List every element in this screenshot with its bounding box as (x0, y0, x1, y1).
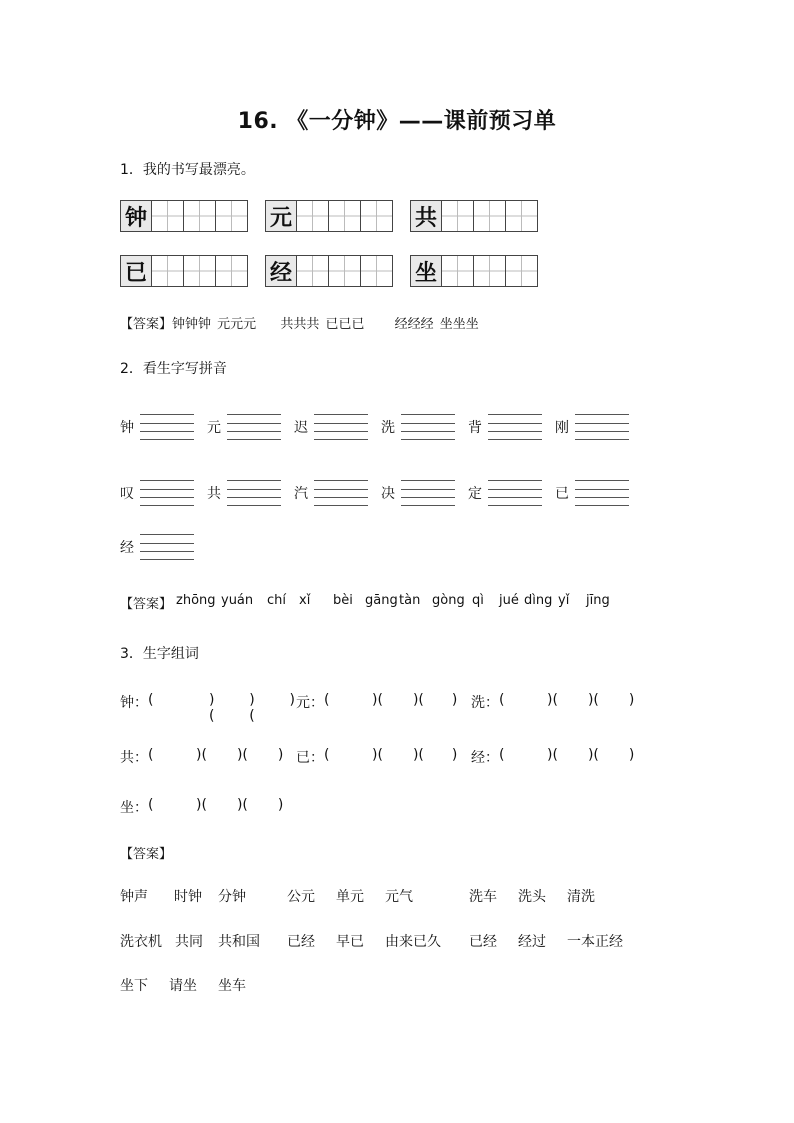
writing-group (265, 255, 393, 287)
word-blank (220, 692, 250, 724)
pinyin-row-1 (120, 411, 642, 443)
pinyin-row-2 (120, 477, 642, 509)
pinyin-lines (314, 480, 368, 506)
word-group (296, 692, 471, 712)
paren-mid: )( (196, 747, 207, 763)
paren-mid: )( (372, 747, 383, 763)
section3-heading: 3．生字组词 (120, 646, 199, 662)
paren-mid: )( (547, 747, 558, 763)
word-blank (166, 747, 196, 767)
answer-word: 请坐 (169, 978, 197, 994)
word-row-2b (296, 747, 471, 767)
writing-cell (184, 200, 216, 232)
word-blank (558, 692, 588, 712)
answer-word: 钟钟钟 (172, 317, 212, 332)
answer-word: 共共共 (280, 317, 320, 332)
word-character: 洗 (471, 695, 485, 711)
answer-label: 【答案】 (120, 597, 173, 612)
pinyin-answer: jué (499, 593, 519, 608)
paren-mid: )( (587, 692, 599, 708)
word-blank (599, 747, 629, 767)
word-character: 坐 (120, 800, 134, 816)
paren-close: ) (628, 747, 635, 763)
colon: ： (134, 695, 148, 711)
paren-close: ) (277, 747, 284, 763)
writing-cell (297, 200, 329, 232)
paren-mid: )( (412, 692, 424, 708)
answer-word: 已经 (469, 934, 497, 950)
writing-cell (442, 255, 474, 287)
pinyin-character: 定 (468, 486, 482, 502)
word-blank (166, 692, 209, 724)
answer-word: 分钟 (218, 889, 246, 905)
paren-mid: )( (236, 797, 248, 813)
word-blank (558, 747, 588, 767)
paren-mid: )( (412, 747, 424, 763)
word-blank (166, 797, 196, 817)
writing-cell (442, 200, 474, 232)
paren-open: ( (324, 747, 330, 763)
colon: ： (134, 800, 148, 816)
answer-word: 洗衣机 (120, 934, 162, 950)
answer-word: 一本正经 (567, 934, 623, 950)
paren-mid: )( (547, 692, 558, 708)
writing-group (265, 200, 393, 232)
answer-word: 坐下 (120, 978, 148, 994)
writing-cell (361, 255, 393, 287)
writing-cell (506, 200, 538, 232)
word-blank (599, 692, 629, 712)
pinyin-lines (488, 414, 542, 440)
word-group (120, 692, 295, 724)
word-blank (424, 692, 452, 712)
pinyin-answer: yuán (221, 593, 254, 608)
model-character: 已 (120, 255, 152, 287)
writing-row-1 (120, 200, 538, 232)
colon: ： (310, 750, 324, 766)
paren-open: ( (324, 692, 330, 708)
paren-close: ) (451, 747, 458, 763)
pinyin-character: 经 (120, 540, 134, 556)
pinyin-answer: gāng (365, 593, 398, 608)
word-group (471, 692, 646, 712)
paren-mid: )( (196, 797, 207, 813)
word-row-3 (120, 797, 295, 817)
answer-word: 已已已 (325, 317, 365, 332)
answer-word: 单元 (336, 889, 364, 905)
writing-group (410, 255, 538, 287)
answer-word: 洗头 (518, 889, 546, 905)
paren-close: ) (628, 692, 635, 708)
pinyin-character: 叹 (120, 486, 134, 502)
pinyin-answer: chí (267, 593, 286, 608)
word-group (471, 747, 646, 767)
word-group (120, 747, 295, 767)
answer-word: 钟声 (120, 889, 148, 905)
answer-word: 公元 (287, 889, 315, 905)
model-character: 元 (265, 200, 297, 232)
writing-cell (329, 200, 361, 232)
model-character: 钟 (120, 200, 152, 232)
colon: ： (310, 695, 324, 711)
pinyin-lines (227, 414, 281, 440)
pinyin-character: 元 (207, 420, 221, 436)
writing-cell (474, 255, 506, 287)
colon: ： (485, 750, 499, 766)
answer-word: 经经经 (394, 317, 434, 332)
writing-cell (216, 255, 248, 287)
word-row-1c (471, 692, 646, 712)
model-character: 坐 (410, 255, 442, 287)
pinyin-character: 钟 (120, 420, 134, 436)
answer-word: 坐车 (218, 978, 246, 994)
paren-open: ( (148, 747, 154, 763)
pinyin-character: 背 (468, 420, 482, 436)
word-row-1 (120, 692, 295, 724)
writing-cell (152, 255, 184, 287)
answer-label: 【答案】 (120, 317, 173, 332)
word-blank (342, 692, 372, 712)
pinyin-answer: gòng (432, 593, 465, 608)
colon: ： (485, 695, 499, 711)
model-character: 共 (410, 200, 442, 232)
pinyin-answer: dìng (524, 593, 553, 608)
model-character: 经 (265, 255, 297, 287)
pinyin-character: 迟 (294, 420, 308, 436)
pinyin-lines (140, 480, 194, 506)
answer-word: 元元元 (217, 317, 257, 332)
pinyin-lines (575, 480, 629, 506)
writing-group (120, 200, 248, 232)
writing-cell (297, 255, 329, 287)
word-blank (248, 747, 278, 767)
paren-close: ) (451, 692, 458, 708)
pinyin-lines (314, 414, 368, 440)
paren-mid: )( (249, 692, 255, 724)
writing-cell (506, 255, 538, 287)
page-title: 16. 《一分钟》——课前预习单 (237, 109, 557, 134)
pinyin-answer: qì (472, 593, 484, 608)
word-character: 钟 (120, 695, 134, 711)
pinyin-character: 刚 (555, 420, 569, 436)
word-row-1b (296, 692, 471, 712)
word-blank (207, 797, 237, 817)
pinyin-character: 共 (207, 486, 221, 502)
writing-group (410, 200, 538, 232)
word-character: 元 (296, 695, 310, 711)
pinyin-lines (140, 414, 194, 440)
pinyin-answer: tàn (399, 593, 421, 608)
word-group (120, 797, 295, 817)
word-blank (248, 797, 278, 817)
pinyin-character: 汽 (294, 486, 308, 502)
pinyin-lines (401, 414, 455, 440)
section2-heading: 2．看生字写拼音 (120, 361, 227, 377)
word-blank (517, 747, 547, 767)
writing-group (120, 255, 248, 287)
paren-open: ( (148, 692, 154, 708)
answer-word: 早已 (336, 934, 364, 950)
colon: ： (134, 750, 148, 766)
paren-open: ( (499, 747, 505, 763)
answer-word: 经过 (518, 934, 546, 950)
section1-answer (120, 313, 479, 332)
section1-heading: 1．我的书写最漂亮。 (120, 162, 255, 178)
answer-word: 清洗 (567, 889, 595, 905)
writing-cell (329, 255, 361, 287)
word-character: 共 (120, 750, 134, 766)
pinyin-answer: bèi (333, 593, 353, 608)
pinyin-lines (140, 534, 194, 560)
paren-mid: )( (587, 747, 599, 763)
pinyin-answer: xǐ (299, 593, 311, 608)
paren-open: ( (148, 797, 154, 813)
word-row-2c (471, 747, 646, 767)
writing-cell (184, 255, 216, 287)
pinyin-answer: yǐ (558, 593, 570, 608)
pinyin-lines (575, 414, 629, 440)
pinyin-lines (401, 480, 455, 506)
word-blank (517, 692, 547, 712)
pinyin-character: 已 (555, 486, 569, 502)
word-row-2 (120, 747, 295, 767)
word-blank (424, 747, 452, 767)
pinyin-character: 洗 (381, 420, 395, 436)
section2-answer (120, 593, 172, 612)
pinyin-answer: jīng (586, 593, 610, 608)
paren-mid: )( (236, 747, 248, 763)
pinyin-lines (227, 480, 281, 506)
writing-row-2 (120, 255, 538, 287)
pinyin-row-3 (120, 531, 207, 563)
word-blank (207, 747, 237, 767)
pinyin-lines (488, 480, 542, 506)
paren-open: ( (499, 692, 505, 708)
pinyin-character: 决 (381, 486, 395, 502)
word-blank (260, 692, 290, 724)
answer-word: 共和国 (218, 934, 260, 950)
writing-cell (216, 200, 248, 232)
answer-word: 坐坐坐 (439, 317, 479, 332)
paren-close: ) (289, 692, 296, 708)
writing-cell (361, 200, 393, 232)
answer-word: 共同 (175, 934, 203, 950)
answer-word: 由来已久 (385, 934, 441, 950)
answer-word: 时钟 (174, 889, 202, 905)
word-group (296, 747, 471, 767)
paren-close: ) (277, 797, 284, 813)
writing-cell (152, 200, 184, 232)
paren-mid: )( (372, 692, 383, 708)
answer-word: 洗车 (469, 889, 497, 905)
pinyin-answers (176, 593, 646, 608)
word-blank (383, 747, 413, 767)
word-blank (383, 692, 413, 712)
word-character: 经 (471, 750, 485, 766)
pinyin-answer: zhōng (176, 593, 216, 608)
section3-answer-label: 【答案】 (120, 847, 173, 862)
paren-mid: )( (208, 692, 215, 724)
writing-cell (474, 200, 506, 232)
answer-word: 已经 (287, 934, 315, 950)
answer-word: 元气 (385, 889, 413, 905)
word-blank (342, 747, 372, 767)
word-character: 已 (296, 750, 310, 766)
